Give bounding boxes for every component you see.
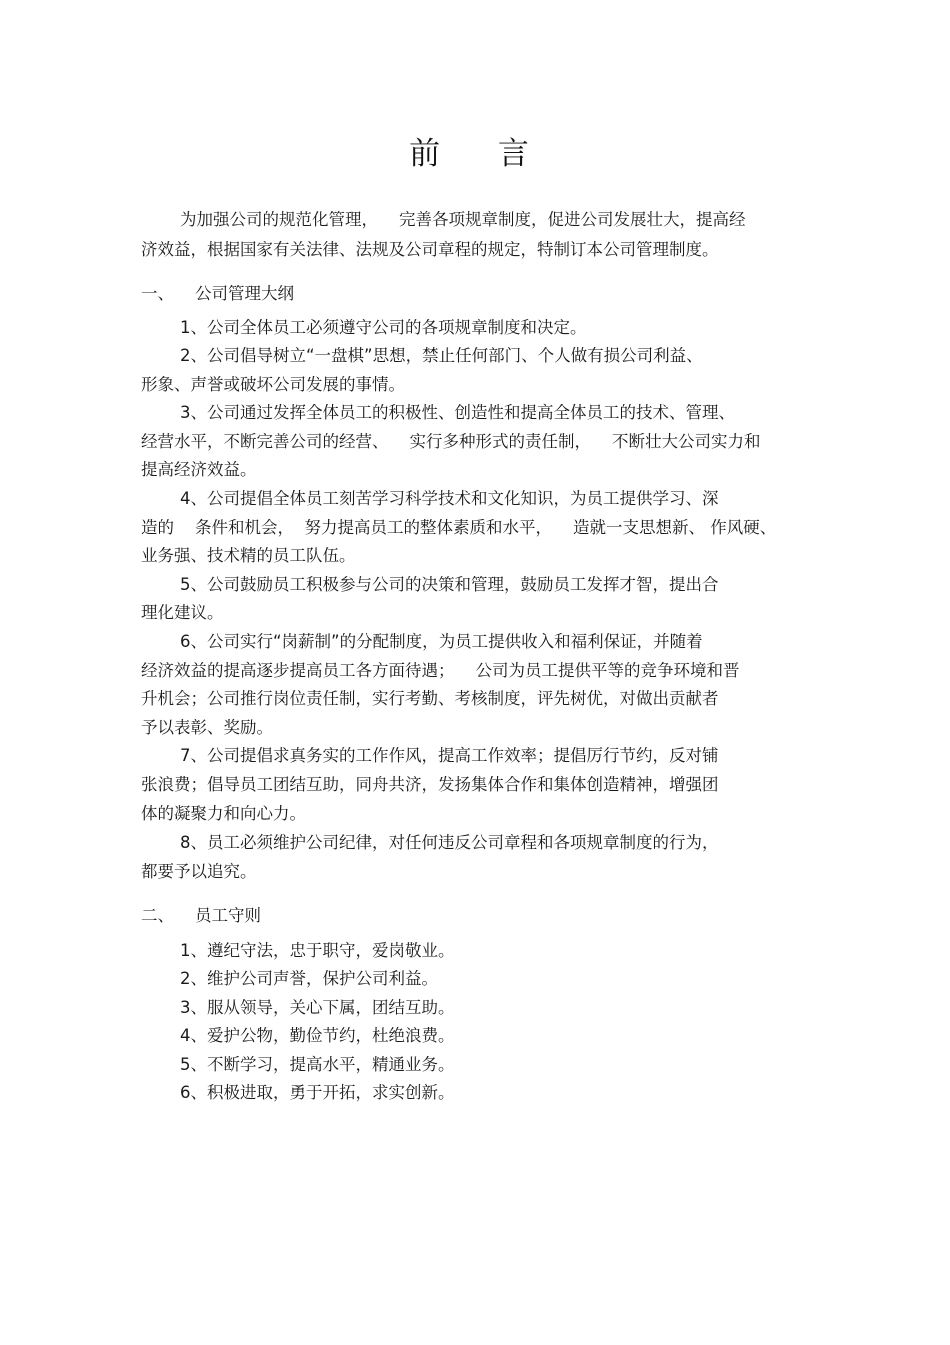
section1-line: 5、公司鼓励员工积极参与公司的决策和管理，鼓励员工发挥才智，提出合	[180, 575, 719, 594]
rule-item: 5、不断学习，提高水平，精通业务。	[180, 1055, 455, 1074]
section1-line: 形象、声誉或破坏公司发展的事情。	[141, 375, 405, 394]
section1-line: 都要予以追究。	[141, 862, 257, 881]
section1-line: 业务强、技术精的员工队伍。	[141, 546, 356, 565]
section1-line: 1、公司全体员工必须遵守公司的各项规章制度和决定。	[180, 318, 587, 337]
rule-item: 2、维护公司声誉，保护公司利益。	[180, 969, 438, 988]
section1-line: 升机会；公司推行岗位责任制，实行考勤、考核制度，评先树优，对做出贡献者	[141, 689, 719, 708]
section1-line: 张浪费；倡导员工团结互助，同舟共济，发扬集体合作和集体创造精神，增强团	[141, 775, 719, 794]
intro-line: 济效益，根据国家有关法律、法规及公司章程的规定，特制订本公司管理制度。	[141, 240, 719, 259]
section1-line: 予以表彰、奖励。	[141, 718, 273, 737]
section1-line: 6、公司实行“岗薪制”的分配制度，为员工提供收入和福利保证，并随着	[180, 632, 703, 651]
section1-line: 理化建议。	[141, 603, 224, 622]
section1-line: 7、公司提倡求真务实的工作作风，提高工作效率；提倡厉行节约，反对铺	[180, 746, 719, 765]
section1-line: 4、公司提倡全体员工刻苦学习科学技术和文化知识，为员工提供学习、深	[180, 489, 719, 508]
section-heading-management: 一、 公司管理大纲	[141, 284, 294, 303]
section1-line: 经济效益的提高逐步提高员工各方面待遇； 公司为员工提供平等的竞争环境和晋	[141, 661, 740, 680]
section1-line: 体的凝聚力和向心力。	[141, 804, 306, 823]
rule-item: 1、遵纪守法，忠于职守，爱岗敬业。	[180, 941, 455, 960]
intro-line: 为加强公司的规范化管理， 完善各项规章制度，促进公司发展壮大，提高经	[180, 210, 746, 229]
rule-item: 3、服从领导，关心下属，团结互助。	[180, 998, 455, 1017]
section1-line: 造的 条件和机会， 努力提高员工的整体素质和水平， 造就一支思想新、 作风硬、	[141, 518, 777, 537]
rule-item: 6、积极进取，勇于开拓，求实创新。	[180, 1083, 455, 1102]
document-title: 前 言	[409, 136, 553, 172]
rule-item: 4、爱护公物，勤俭节约，杜绝浪费。	[180, 1026, 455, 1045]
section-heading-employee-rules: 二、 员工守则	[141, 906, 261, 925]
section1-line: 经营水平，不断完善公司的经营、 实行多种形式的责任制， 不断壮大公司实力和	[141, 432, 761, 451]
section1-line: 8、员工必须维护公司纪律，对任何违反公司章程和各项规章制度的行为，	[180, 833, 719, 852]
section1-line: 2、公司倡导树立“一盘棋”思想，禁止任何部门、个人做有损公司利益、	[180, 346, 703, 365]
section1-line: 3、公司通过发挥全体员工的积极性、创造性和提高全体员工的技术、管理、	[180, 403, 735, 422]
section1-line: 提高经济效益。	[141, 460, 257, 479]
